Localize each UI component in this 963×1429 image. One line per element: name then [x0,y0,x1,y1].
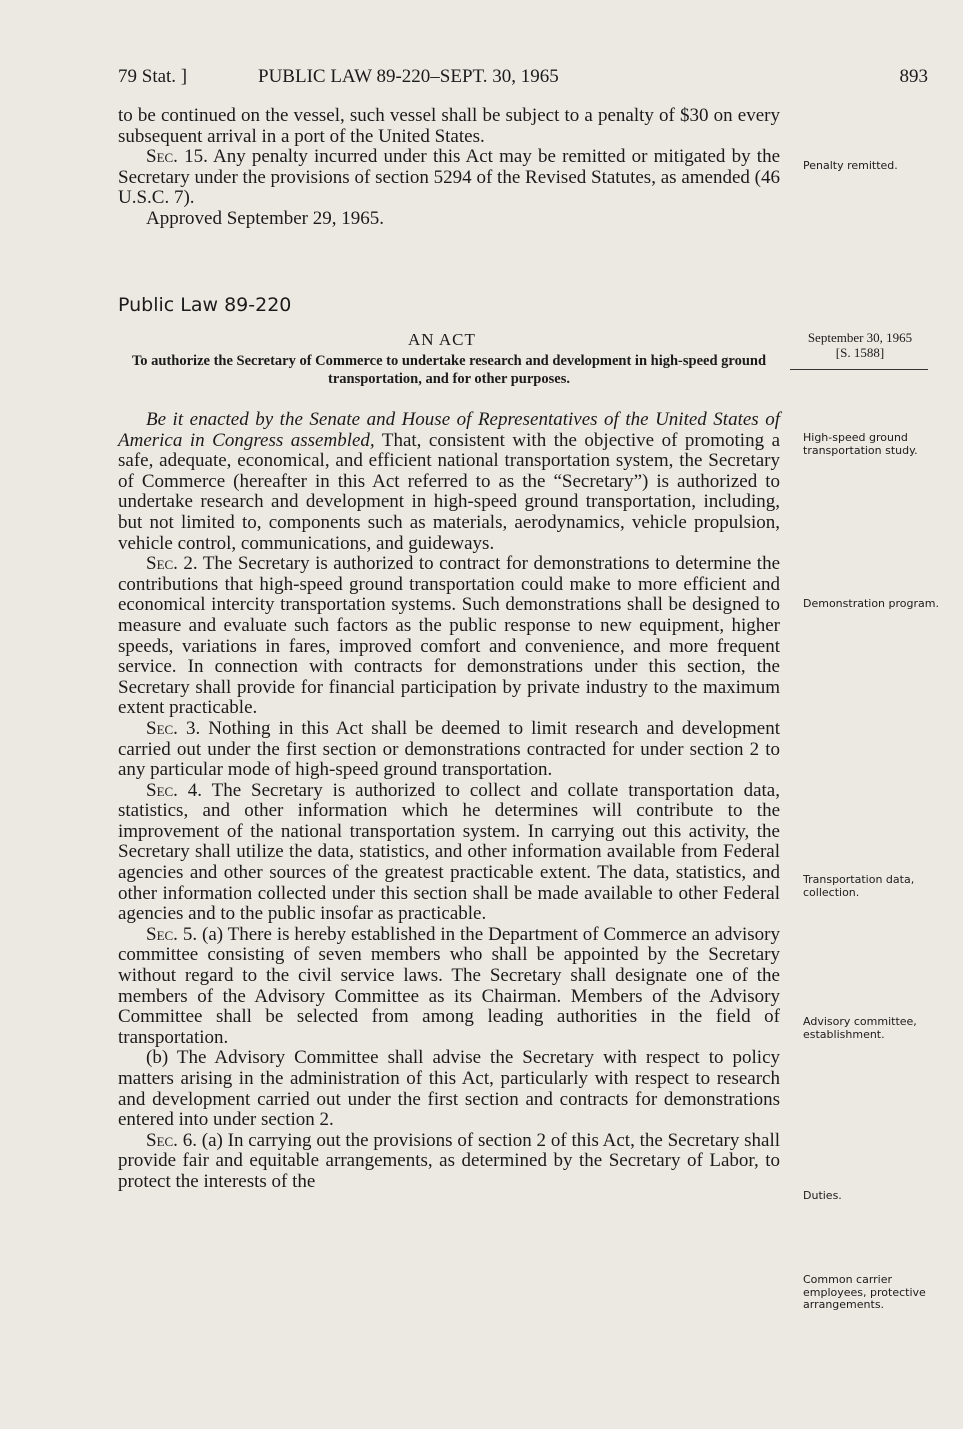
running-title: PUBLIC LAW 89-220–SEPT. 30, 1965 [258,66,559,87]
date-rule [790,369,928,370]
section-label: Sec. 6. [146,1129,197,1151]
margin-note-advisory: Advisory committee, establishment. [803,1015,917,1041]
section-15 [118,147,780,209]
section-text: Nothing in this Act shall be deemed to limit research and development carried out under the first section or demonstrations contracted for under section 2 to any particular mode of high-speed ground transportation. [118,717,780,781]
section-label: Sec. 3. [146,717,201,739]
page-header [118,66,928,96]
bill-number: [S. 1588] [835,345,885,360]
margin-note-transport-data: Transportation data, collection. [803,873,915,899]
act-body [118,410,780,1193]
section-3 [118,719,780,781]
act-description: To authorize the Secretary of Commerce to undertake research and development in high-speed ground transportation, and for other purposes. [131,353,767,387]
section-5b: (b) The Advisory Committee shall advise the Secretary with respect to policy matters arising in the administration of this Act, particularly with respect to research and development carried out under the first section and contracts for demonstrations entered into under section 2. [118,1047,780,1131]
enactment-date: September 30, 1965 [807,330,913,345]
section-6 [118,1131,780,1193]
law-title: Public Law 89-220 [118,294,292,316]
section-label: Sec. 5. [146,923,198,945]
margin-note-duties: Duties. [803,1189,842,1202]
statute-reference: 79 Stat. ] [118,66,188,87]
enacting-clause [118,410,780,554]
section-text: (a) In carrying out the provisions of section 2 of this Act, the Secretary shall provide fair and equitable arrangements, as determined by the Secretary of Labor, to protect the interests of the [118,1129,780,1192]
margin-note-demonstration: Demonstration program. [803,597,939,610]
preceding-text [118,106,780,230]
approved-date: Approved September 29, 1965. [146,207,384,229]
section-text: The Secretary is authorized to contract for demonstrations to determine the contributions that high-speed ground transportation could make to more efficient and economical intercity transportation systems. Such demonstrations shall be designed to measure and evaluate such factors as the public response to new equipment, higher speeds, variations in fares, improved comfort and convenience, and more frequent service. In connection with contracts for demonstrations under this section, the Secretary shall provide for financial participation by private industry to the maximum extent practicable. [118,553,780,719]
margin-note-common-carrier: Common carrier employees, protective arrangements. [803,1273,926,1311]
section-text: (a) There is hereby established in the Department of Commerce an advisory committee consisting of seven members who shall be appointed by the Secretary without regard to the civil service laws. The Secretary shall designate one of the members of the Advisory Committee as its Chairman. Members of the Advisory Committee shall be selected from among leading authorities in the field of transportation. [118,923,780,1048]
section-5a [118,925,780,1049]
section-text: Any penalty incurred under this Act may be remitted or mitigated by the Secretary under the provisions of section 5294 of the Revised Statutes, as amended (46 U.S.C. 7). [118,146,781,209]
an-act-heading: AN ACT [408,330,476,349]
section-label: Sec. 4. [146,779,203,801]
enacting-text: That, consistent with the objective of promoting a safe, adequate, economical, and efficient national transportation system, the Secretary of Commerce (hereafter in this Act referred to as the “Secretary”) is authorized to undertake research and development in high-speed ground transportation, including, but not limited to, components such as materials, aerodynamics, vehicle propulsion, vehicle control, communications, and guideways. [118,429,781,554]
margin-note-high-speed: High-speed ground transportation study. [803,431,918,457]
section-label: Sec. 2. [146,553,198,575]
section-4 [118,781,780,925]
carryover-paragraph: to be continued on the vessel, such vessel shall be subject to a penalty of $30 on every subsequent arrival in a port of the United States. [118,105,780,147]
page-number: 893 [899,66,928,87]
section-2 [118,554,780,719]
margin-note-penalty: Penalty remitted. [803,159,898,172]
section-label: Sec. 15. [146,146,208,168]
enactment-date-note [790,330,930,360]
section-text: The Secretary is authorized to collect and collate transportation data, statistics, and other information which he determines will contribute to the improvement of the national transportation system. In carrying out this activity, the Secretary shall utilize the data, statistics, and other information available from Federal agencies and other sources of the greatest practicable extent. The data, statistics, and other information collected under this section shall be made available to other Federal agencies and to the public insofar as practicable. [118,779,780,925]
enacting-italic: Be it enacted by the Senate and House of Representatives of the United States of America in Congress assembled, [118,409,780,451]
